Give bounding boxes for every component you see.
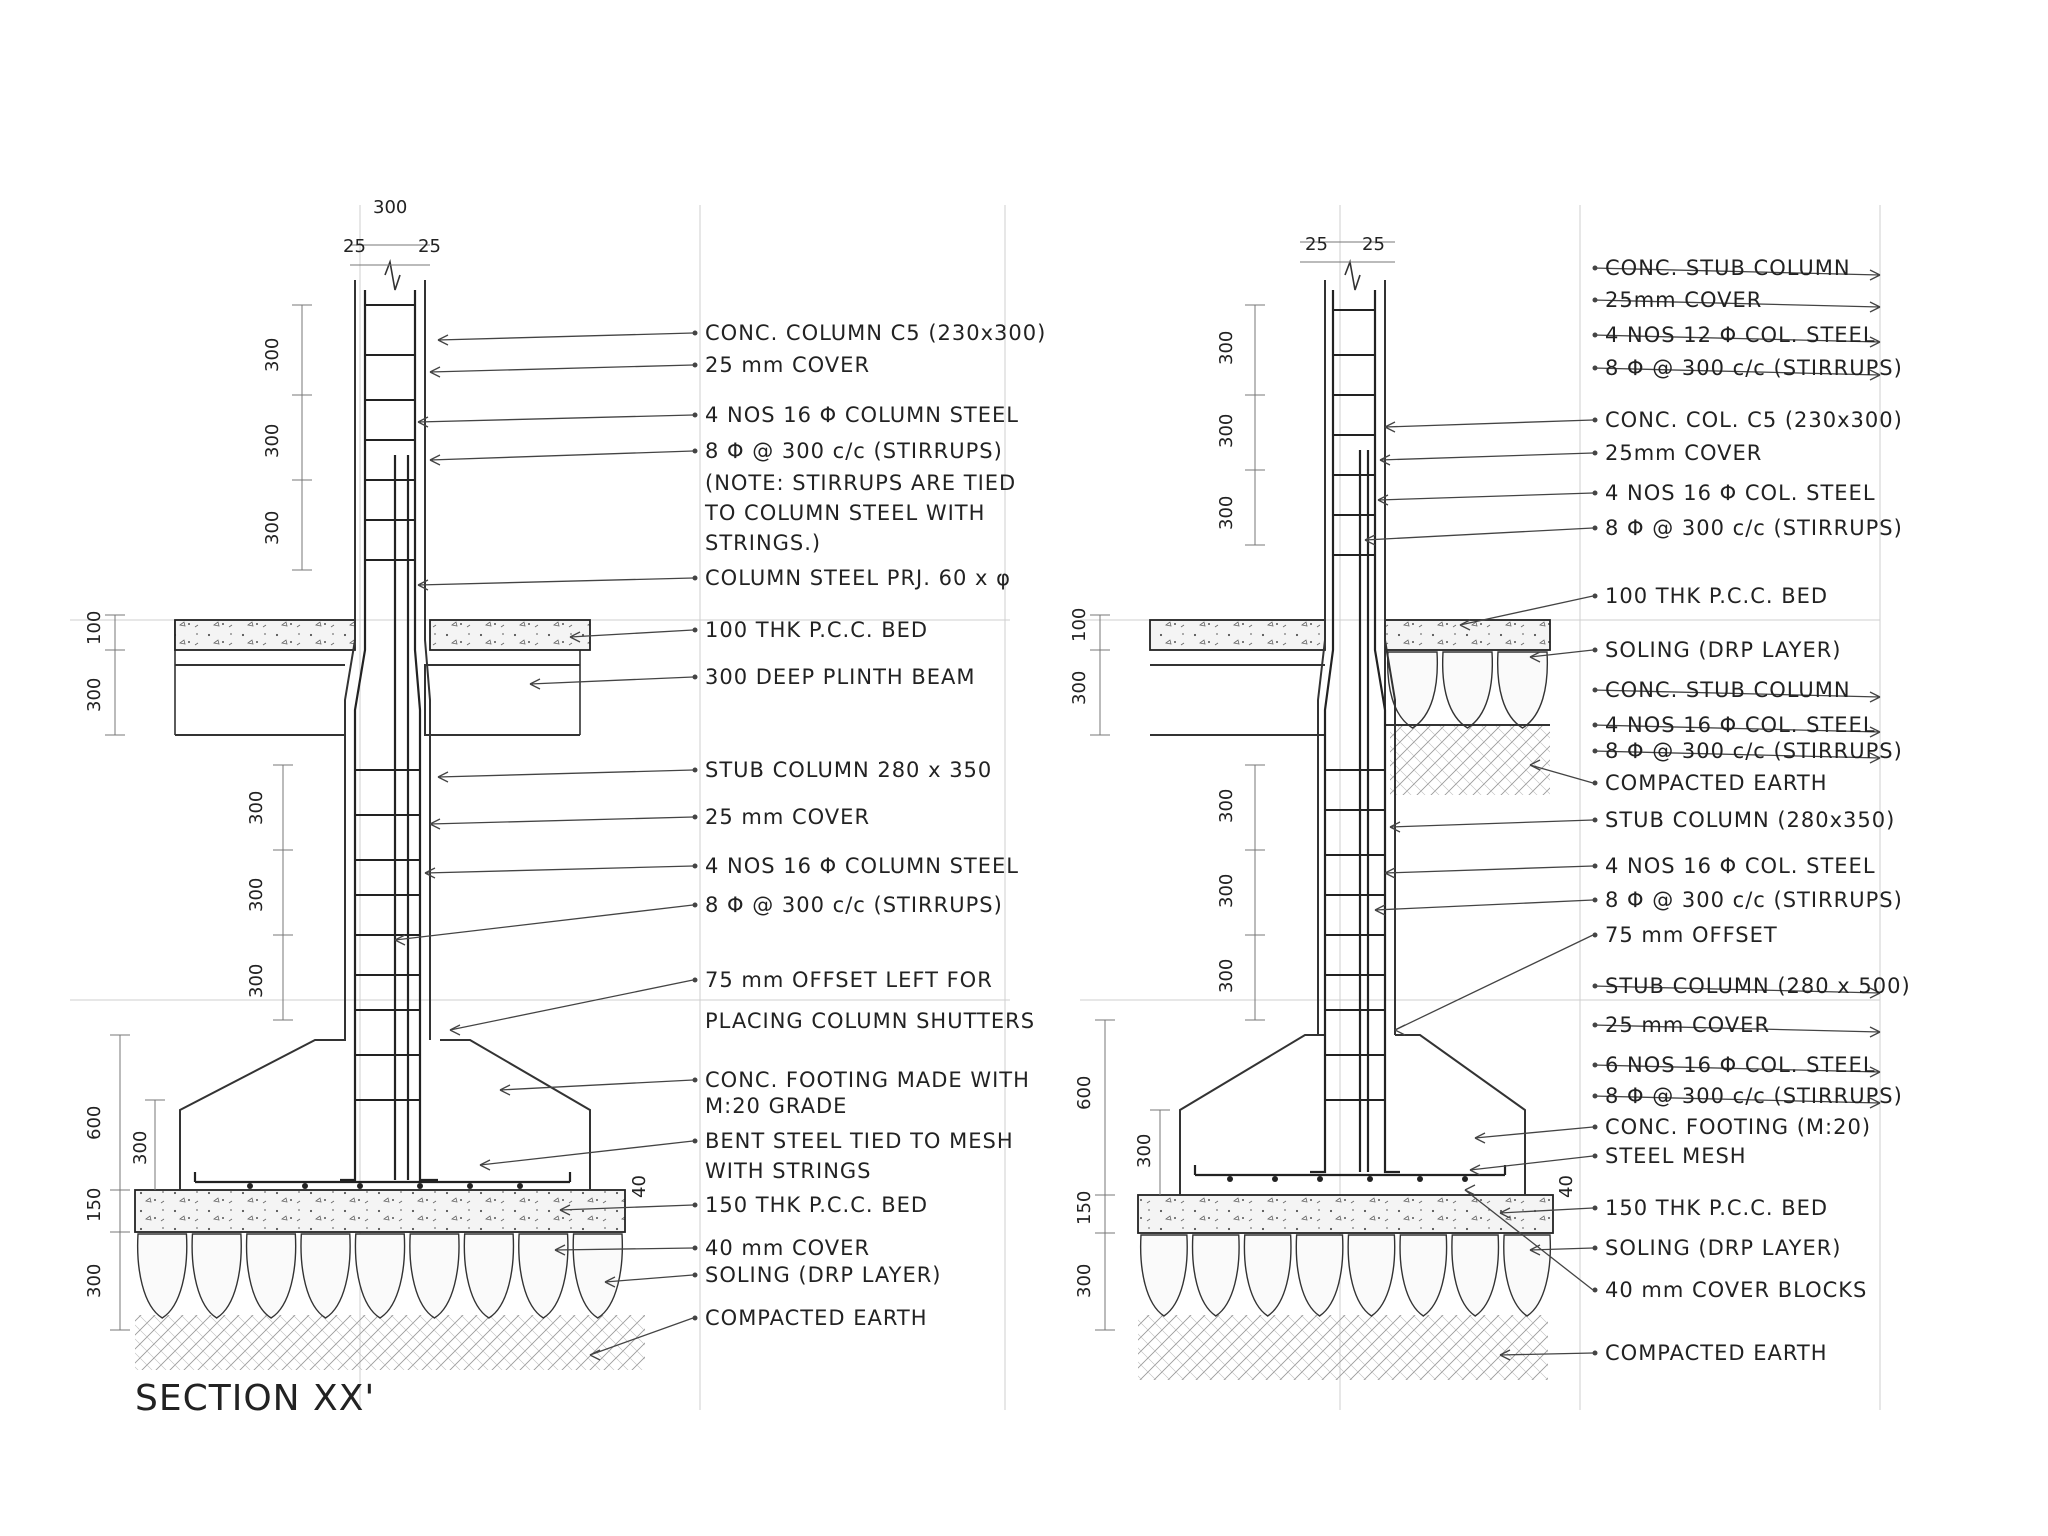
right-dim-stub-seg-2: 300 [1216, 873, 1237, 908]
leader-dot [1593, 1288, 1598, 1293]
right-upper-soling-layer [1388, 652, 1548, 728]
leader-line [1365, 528, 1593, 540]
mesh-bar-dot [357, 1183, 363, 1189]
leader-dot [1593, 648, 1598, 653]
leader-dot [693, 1203, 698, 1208]
leader-dot [693, 413, 698, 418]
right-compacted-earth [1138, 1315, 1548, 1380]
leader-dot [1593, 1154, 1598, 1159]
left-dim-cover-blocks: 40 [629, 1175, 650, 1198]
soling-stone [247, 1234, 296, 1318]
right-annotation-label: CONC. STUB COLUMN [1605, 678, 1851, 702]
mesh-bar-dot [467, 1183, 473, 1189]
leader-dot [693, 768, 698, 773]
leader-line [480, 1141, 693, 1165]
right-dim-pcc-base: 150 [1074, 1190, 1095, 1225]
soling-stone [410, 1234, 459, 1318]
right-section-drawing [1090, 234, 1553, 1380]
left-annotation-label: CONC. COLUMN C5 (230x300) [705, 321, 1047, 345]
right-annotation-label: 6 NOS 16 Φ COL. STEEL [1605, 1053, 1876, 1077]
right-break-mark [1345, 262, 1360, 290]
leader-line [430, 817, 693, 824]
left-dim-soling: 300 [84, 1263, 105, 1298]
left-annotation-label: 300 DEEP PLINTH BEAM [705, 665, 976, 689]
soling-stone [1193, 1235, 1240, 1316]
left-annotation-label: 100 THK P.C.C. BED [705, 618, 929, 642]
right-annotation-label: 4 NOS 12 Φ COL. STEEL [1605, 323, 1876, 347]
right-dim-stub-seg-1: 300 [1216, 788, 1237, 823]
right-annotation-label: 8 Φ @ 300 c/c (STIRRUPS) [1605, 516, 1903, 540]
mesh-bar-dot [302, 1183, 308, 1189]
left-dim-pcc-bed: 100 [84, 610, 105, 645]
left-annotation-label: WITH STRINGS [705, 1159, 872, 1183]
left-annotation-label: COMPACTED EARTH [705, 1306, 928, 1330]
left-annotation-label: 25 mm COVER [705, 805, 871, 829]
left-footing-outline [175, 665, 590, 1190]
leader-dot [693, 576, 698, 581]
right-annotation-label: 8 Φ @ 300 c/c (STIRRUPS) [1605, 356, 1903, 380]
left-annotation-label: COLUMN STEEL PRJ. 60 x φ [705, 566, 1011, 590]
leader-line [1390, 820, 1593, 827]
right-top-dimension [1300, 234, 1395, 262]
right-annotation-label: CONC. STUB COLUMN [1605, 256, 1851, 280]
left-annotation-label: STRINGS.) [705, 531, 822, 555]
left-annotation-label: 40 mm COVER [705, 1236, 871, 1260]
left-annotation-label: 75 mm OFFSET LEFT FOR [705, 968, 993, 992]
right-dimension-text [1069, 331, 1577, 1298]
left-dim-stub-seg-2: 300 [246, 877, 267, 912]
soling-stone [1504, 1235, 1551, 1316]
right-annotation-label: 25mm COVER [1605, 288, 1763, 312]
mesh-bar-dot [1367, 1176, 1373, 1182]
section-title: SECTION XX' [135, 1378, 376, 1419]
mesh-bar-dot [1317, 1176, 1323, 1182]
leader-line [438, 333, 693, 340]
left-annotation-label: TO COLUMN STEEL WITH [705, 501, 986, 525]
soling-stone [1498, 652, 1548, 728]
mesh-bar-dot [1417, 1176, 1423, 1182]
leader-line [438, 770, 693, 777]
left-pcc-base [135, 1190, 625, 1232]
leader-dot [693, 1139, 698, 1144]
mesh-bar-dot [517, 1183, 523, 1189]
leader-line [1385, 866, 1593, 873]
leader-dot [693, 815, 698, 820]
right-dim-col-seg-1: 300 [1216, 330, 1237, 365]
left-annotation-label: PLACING COLUMN SHUTTERS [705, 1009, 1036, 1033]
right-annotation-label: 4 NOS 16 Φ COL. STEEL [1605, 481, 1876, 505]
right-annotation-label: SOLING (DRP LAYER) [1605, 1236, 1842, 1260]
right-annotation-label: 4 NOS 16 Φ COL. STEEL [1605, 713, 1876, 737]
leader-dot [693, 449, 698, 454]
svg-text:25: 25 [1362, 234, 1385, 255]
left-steel-mesh [195, 1172, 570, 1182]
leader-line [450, 980, 693, 1030]
left-annotation-label: CONC. FOOTING MADE WITH [705, 1068, 1030, 1092]
soling-stone [355, 1234, 404, 1318]
right-annotation-label: STEEL MESH [1605, 1144, 1747, 1168]
leader-line [418, 578, 693, 585]
leader-dot [693, 1246, 698, 1251]
leader-line [1475, 1127, 1593, 1138]
soling-stone [1452, 1235, 1499, 1316]
leader-line [1470, 1156, 1593, 1170]
leader-dot [1593, 864, 1598, 869]
left-dim-footing: 600 [84, 1105, 105, 1140]
leader-dot [693, 903, 698, 908]
leader-dot [693, 1316, 698, 1321]
leader-line [1385, 420, 1593, 427]
leader-dot [1593, 898, 1598, 903]
leader-line [1380, 453, 1593, 460]
left-annotation-label: SOLING (DRP LAYER) [705, 1263, 942, 1287]
right-steel-mesh [1195, 1165, 1505, 1175]
left-annotation-label: 25 mm COVER [705, 353, 871, 377]
leader-dot [693, 628, 698, 633]
left-annotation-label: BENT STEEL TIED TO MESH [705, 1129, 1014, 1153]
mesh-bar-dot [1462, 1176, 1468, 1182]
soling-stone [1348, 1235, 1395, 1316]
mesh-bar-dot [1227, 1176, 1233, 1182]
right-annotation-label: 8 Φ @ 300 c/c (STIRRUPS) [1605, 1084, 1903, 1108]
right-dim-soling: 300 [1074, 1263, 1095, 1298]
right-dim-col-seg-3: 300 [1216, 495, 1237, 530]
left-pcc-bed [175, 620, 355, 650]
left-annotation-label: 4 NOS 16 Φ COLUMN STEEL [705, 403, 1019, 427]
leader-dot [693, 864, 698, 869]
soling-stone [1296, 1235, 1343, 1316]
leader-line [430, 365, 693, 372]
right-pcc-base [1138, 1195, 1553, 1233]
right-dim-footing-inner: 300 [1134, 1133, 1155, 1168]
right-soling-layer [1141, 1235, 1551, 1316]
right-annotation-label: STUB COLUMN (280x350) [1605, 808, 1896, 832]
leader-dot [1593, 418, 1598, 423]
left-break-mark [385, 262, 400, 290]
leader-dot [1593, 1351, 1598, 1356]
right-annotation-label: 100 THK P.C.C. BED [1605, 584, 1829, 608]
right-upper-compacted-earth [1390, 725, 1550, 795]
soling-stone [138, 1234, 187, 1318]
left-annotation-label: M:20 GRADE [705, 1094, 848, 1118]
left-dim-col-seg-1: 300 [262, 337, 283, 372]
left-dim-stub-seg-1: 300 [246, 790, 267, 825]
soling-stone [192, 1234, 241, 1318]
leader-dot [693, 1273, 698, 1278]
right-annotation-label: 25mm COVER [1605, 441, 1763, 465]
left-mesh-dots [247, 1183, 523, 1189]
left-annotation-label: STUB COLUMN 280 x 350 [705, 758, 993, 782]
left-column-outline [345, 280, 430, 1040]
left-dim-plinth-beam: 300 [84, 677, 105, 712]
leader-dot [1593, 491, 1598, 496]
leader-line [530, 677, 693, 684]
leader-line [425, 866, 693, 873]
right-annotation-label: 75 mm OFFSET [1605, 923, 1778, 947]
right-annotation-label: 25 mm COVER [1605, 1013, 1771, 1037]
right-dim-stub-seg-3: 300 [1216, 958, 1237, 993]
right-annotation-label: STUB COLUMN (280 x 500) [1605, 974, 1911, 998]
leader-line [395, 905, 693, 940]
left-dimension-text [84, 338, 650, 1298]
soling-stone [573, 1234, 622, 1318]
leader-dot [1593, 526, 1598, 531]
leader-dot [693, 675, 698, 680]
leader-dot [1593, 933, 1598, 938]
mesh-bar-dot [247, 1183, 253, 1189]
right-annotation-label: 8 Φ @ 300 c/c (STIRRUPS) [1605, 888, 1903, 912]
leader-line [1375, 900, 1593, 910]
leader-line [1395, 935, 1593, 1030]
left-dim-col-seg-3: 300 [262, 510, 283, 545]
left-dim-col-seg-2: 300 [262, 423, 283, 458]
right-pcc-bed-right [1385, 620, 1550, 650]
svg-text:25: 25 [1305, 234, 1328, 255]
leader-dot [693, 978, 698, 983]
left-lap-bars [395, 455, 408, 1180]
svg-text:300: 300 [373, 197, 408, 218]
right-dim-cover-blocks: 40 [1556, 1175, 1577, 1198]
right-dim-pcc-bed: 100 [1069, 607, 1090, 642]
leader-line [430, 451, 693, 460]
left-dim-pcc-base: 150 [84, 1187, 105, 1222]
soling-stone [1244, 1235, 1291, 1316]
left-annotation-label: 8 Φ @ 300 c/c (STIRRUPS) [705, 439, 1003, 463]
left-dim-stub-seg-3: 300 [246, 963, 267, 998]
right-dimension-lines [1090, 305, 1265, 1330]
right-annotation-label: CONC. COL. C5 (230x300) [1605, 408, 1903, 432]
soling-stone [464, 1234, 513, 1318]
left-annotation-label: 150 THK P.C.C. BED [705, 1193, 929, 1217]
left-annotation-label: 8 Φ @ 300 c/c (STIRRUPS) [705, 893, 1003, 917]
soling-stone [301, 1234, 350, 1318]
left-soling-layer [138, 1234, 623, 1318]
leader-line [500, 1080, 693, 1090]
left-top-dimension [343, 197, 441, 265]
soling-stone [1443, 652, 1493, 728]
mesh-bar-dot [417, 1183, 423, 1189]
leader-dot [1593, 781, 1598, 786]
leader-line [418, 415, 693, 422]
right-annotation-label: 150 THK P.C.C. BED [1605, 1196, 1829, 1220]
right-annotation-label: 40 mm COVER BLOCKS [1605, 1278, 1868, 1302]
leader-dot [1593, 1206, 1598, 1211]
left-pcc-bed-right [430, 620, 590, 650]
leader-dot [693, 331, 698, 336]
mesh-bar-dot [1272, 1176, 1278, 1182]
right-annotation-label: COMPACTED EARTH [1605, 771, 1828, 795]
right-column-bars [1310, 290, 1400, 1172]
right-mesh-dots [1227, 1176, 1468, 1182]
svg-text:25: 25 [343, 236, 366, 257]
right-annotation-label: SOLING (DRP LAYER) [1605, 638, 1842, 662]
left-dim-footing-inner: 300 [130, 1130, 151, 1165]
left-section-drawing [105, 197, 645, 1370]
leader-dot [1593, 1125, 1598, 1130]
right-annotation-label: COMPACTED EARTH [1605, 1341, 1828, 1365]
leader-line [1378, 493, 1593, 500]
right-annotation-label: 8 Φ @ 300 c/c (STIRRUPS) [1605, 739, 1903, 763]
left-compacted-earth [135, 1315, 645, 1370]
left-annotations [704, 321, 1046, 1330]
soling-stone [1141, 1235, 1188, 1316]
right-dim-col-seg-2: 300 [1216, 413, 1237, 448]
right-dim-footing: 600 [1074, 1075, 1095, 1110]
right-pcc-bed [1150, 620, 1325, 650]
right-annotation-label: CONC. FOOTING (M:20) [1605, 1115, 1872, 1139]
svg-text:25: 25 [418, 236, 441, 257]
left-annotation-label: (NOTE: STIRRUPS ARE TIED [705, 471, 1017, 495]
right-annotations [1605, 256, 1911, 1365]
leader-dot [1593, 451, 1598, 456]
right-dim-plinth-beam: 300 [1069, 670, 1090, 705]
right-annotation-label: 4 NOS 16 Φ COL. STEEL [1605, 854, 1876, 878]
leader-dot [1593, 1246, 1598, 1251]
leader-dot [1593, 818, 1598, 823]
leader-dot [1593, 594, 1598, 599]
leader-dot [693, 363, 698, 368]
leader-dot [693, 1078, 698, 1083]
left-annotation-label: 4 NOS 16 Φ COLUMN STEEL [705, 854, 1019, 878]
soling-stone [1400, 1235, 1447, 1316]
